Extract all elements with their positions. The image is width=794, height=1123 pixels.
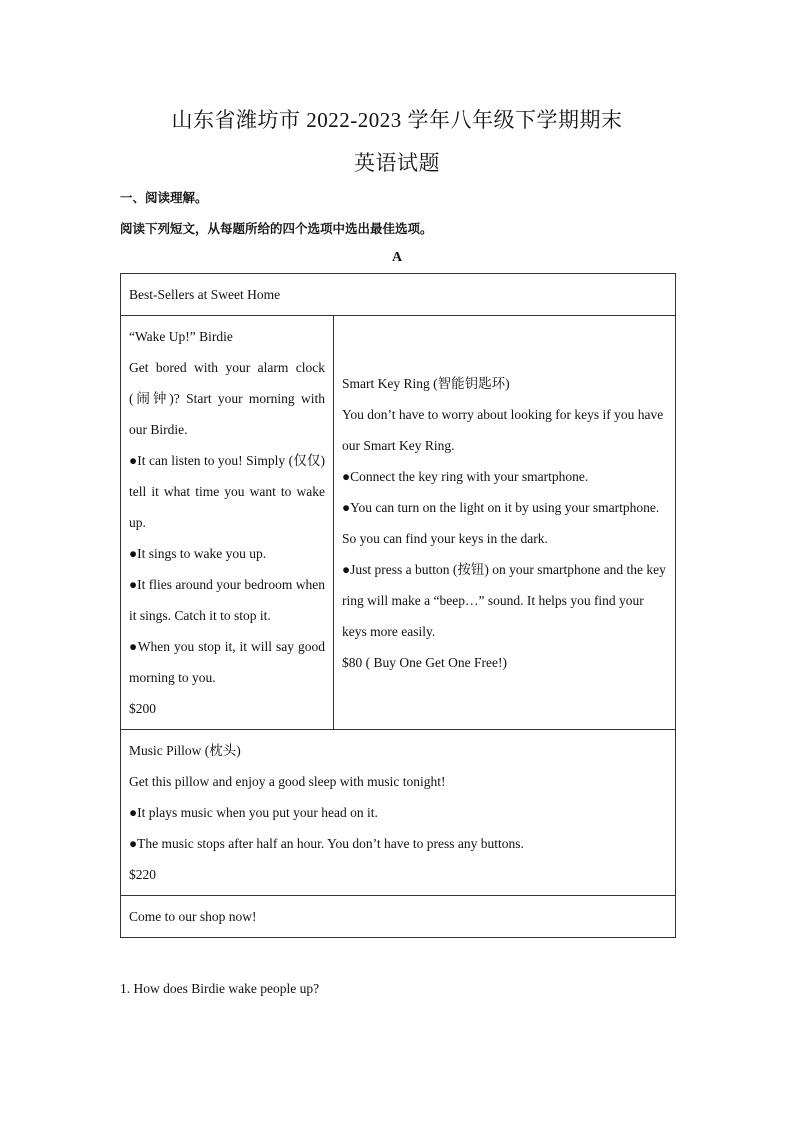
birdie-name: “Wake Up!” Birdie <box>129 329 233 344</box>
passage-label: A <box>391 250 403 265</box>
keyring-price: $80 ( Buy One Get One Free!) <box>342 654 507 670</box>
page-subtitle: 英语试题 <box>354 151 440 175</box>
keyring-feature: ●Connect the key ring with your smartphone. <box>342 468 589 484</box>
pillow-price: $220 <box>129 867 156 882</box>
instruction-text: 阅读下列短文，从每题所给的四个选项中选出最佳选项。 <box>120 221 433 236</box>
ad-header: Best-Sellers at Sweet Home <box>121 274 676 316</box>
birdie-feature: ●It sings to wake you up. <box>129 546 267 561</box>
pillow-intro: Get this pillow and enjoy a good sleep with music tonight! <box>129 774 446 789</box>
birdie-price: $200 <box>129 701 156 716</box>
keyring-feature: ●Just press a button (按钮) on your smartphone and the key ring will make a “beep…” sound. It helps you find your keys more easily. <box>342 561 666 639</box>
birdie-cell <box>121 316 334 730</box>
keyring-name: Smart Key Ring (智能钥匙环) <box>342 375 510 391</box>
page-title: 山东省潍坊市 2022-2023 学年八年级下学期期末 <box>171 108 623 132</box>
birdie-intro: Get bored with your alarm clock (闹钟)? Start your morning with our Birdie. <box>129 360 325 437</box>
question-item: 1. How does Birdie wake people up? <box>120 981 320 996</box>
birdie-feature: ●When you stop it, it will say good morning to you. <box>129 639 325 685</box>
pillow-cell <box>121 730 676 896</box>
keyring-cell <box>334 316 676 730</box>
birdie-feature: ●It can listen to you! Simply (仅仅) tell it what time you want to wake up. <box>129 453 325 530</box>
pillow-name: Music Pillow (枕头) <box>129 743 241 758</box>
keyring-feature: ●You can turn on the light on it by using your smartphone. So you can find your keys in the dark. <box>342 499 660 546</box>
birdie-feature: ●It flies around your bedroom when it sings. Catch it to stop it. <box>129 577 325 623</box>
pillow-feature: ●It plays music when you put your head on it. <box>129 805 378 820</box>
ad-footer: Come to our shop now! <box>121 896 676 938</box>
advertisement-table <box>120 273 676 938</box>
section-heading: 一、阅读理解。 <box>120 190 208 205</box>
keyring-intro: You don’t have to worry about looking for keys if you have our Smart Key Ring. <box>342 406 664 453</box>
pillow-feature: ●The music stops after half an hour. You don’t have to press any buttons. <box>129 836 524 851</box>
